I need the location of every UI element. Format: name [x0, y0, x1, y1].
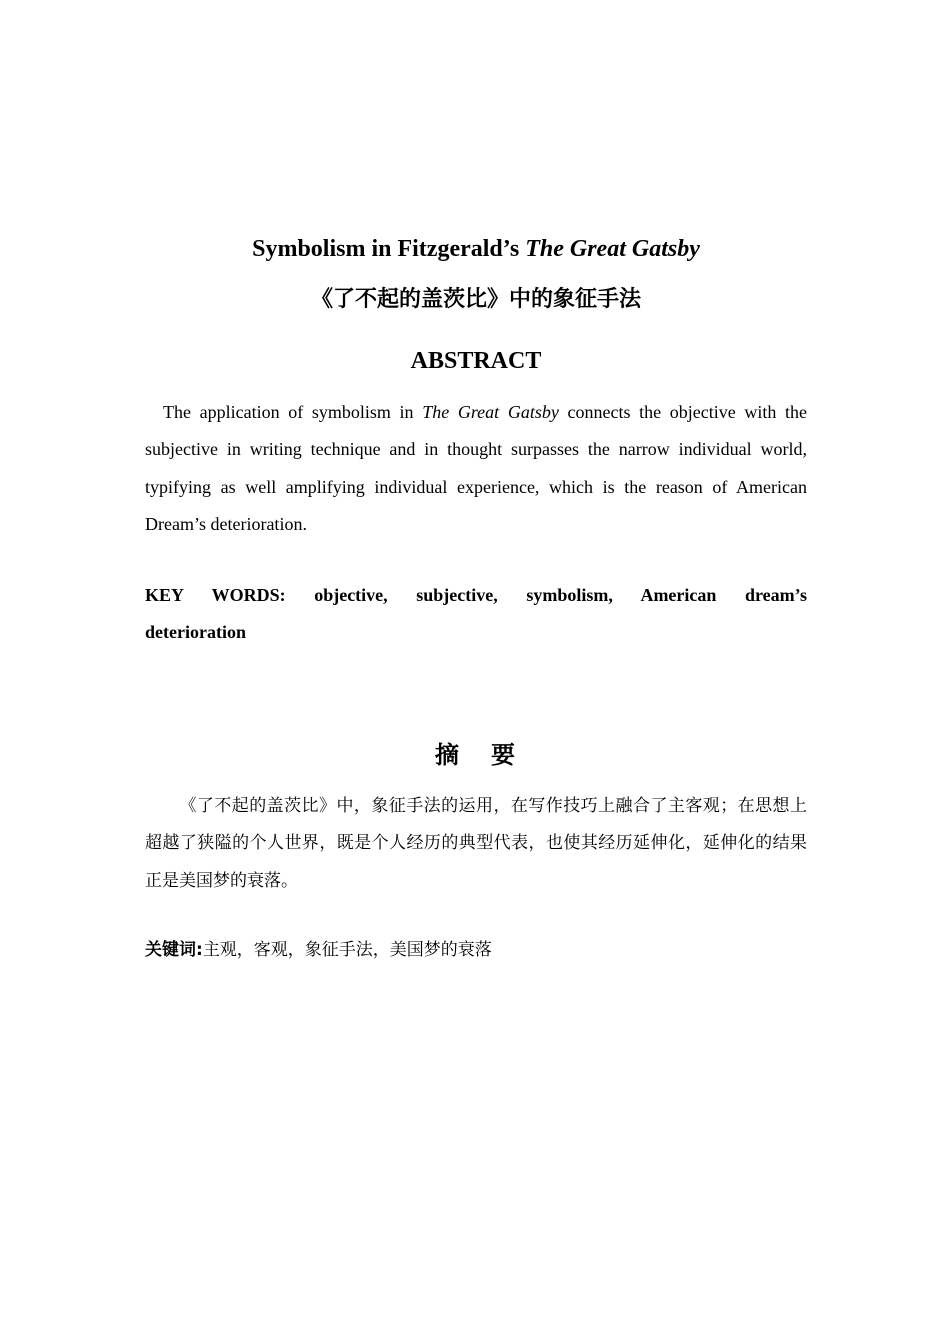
english-title-book-name: The Great Gatsby	[525, 236, 700, 262]
english-keywords-line1: KEY WORDS: objective, subjective, symbolism, American dream’s	[145, 585, 807, 605]
english-keywords-line2: deterioration	[145, 622, 246, 643]
abstract-body-start: The application of symbolism in	[163, 402, 423, 422]
chinese-abstract-text: 《了不起的盖茨比》中，象征手法的运用，在写作技巧上融合了主客观；在思想上超越了狭隘的个人世界，既是个人经历的典型代表，也使其经历延伸化，延伸化的结果正是美国梦的衰落。	[145, 796, 807, 891]
english-keywords	[145, 577, 807, 652]
chinese-abstract-body	[145, 788, 807, 900]
english-title	[145, 232, 807, 266]
chinese-keywords-label: 关键词:	[145, 940, 203, 960]
abstract-body	[145, 394, 807, 543]
chinese-heading-char-1: 摘	[435, 741, 461, 769]
chinese-keywords	[145, 932, 807, 969]
abstract-body-rest: connects the objective with the subjective in writing technique and in thought surpasses the narrow individual world, typifying as well amplifying individual experience, which is the reason of American Dream’s deterioration.	[145, 402, 807, 534]
chinese-title: 《了不起的盖茨比》中的象征手法	[310, 287, 641, 312]
chinese-keywords-items: 主观，客观，象征手法，美国梦的衰落	[202, 940, 492, 960]
abstract-book-name: The Great Gatsby	[422, 402, 559, 422]
abstract-heading: ABSTRACT	[410, 348, 542, 374]
chinese-heading-char-2: 要	[491, 741, 517, 769]
english-title-text: Symbolism in Fitzgerald’s	[252, 236, 526, 262]
chinese-abstract-heading	[145, 738, 807, 772]
